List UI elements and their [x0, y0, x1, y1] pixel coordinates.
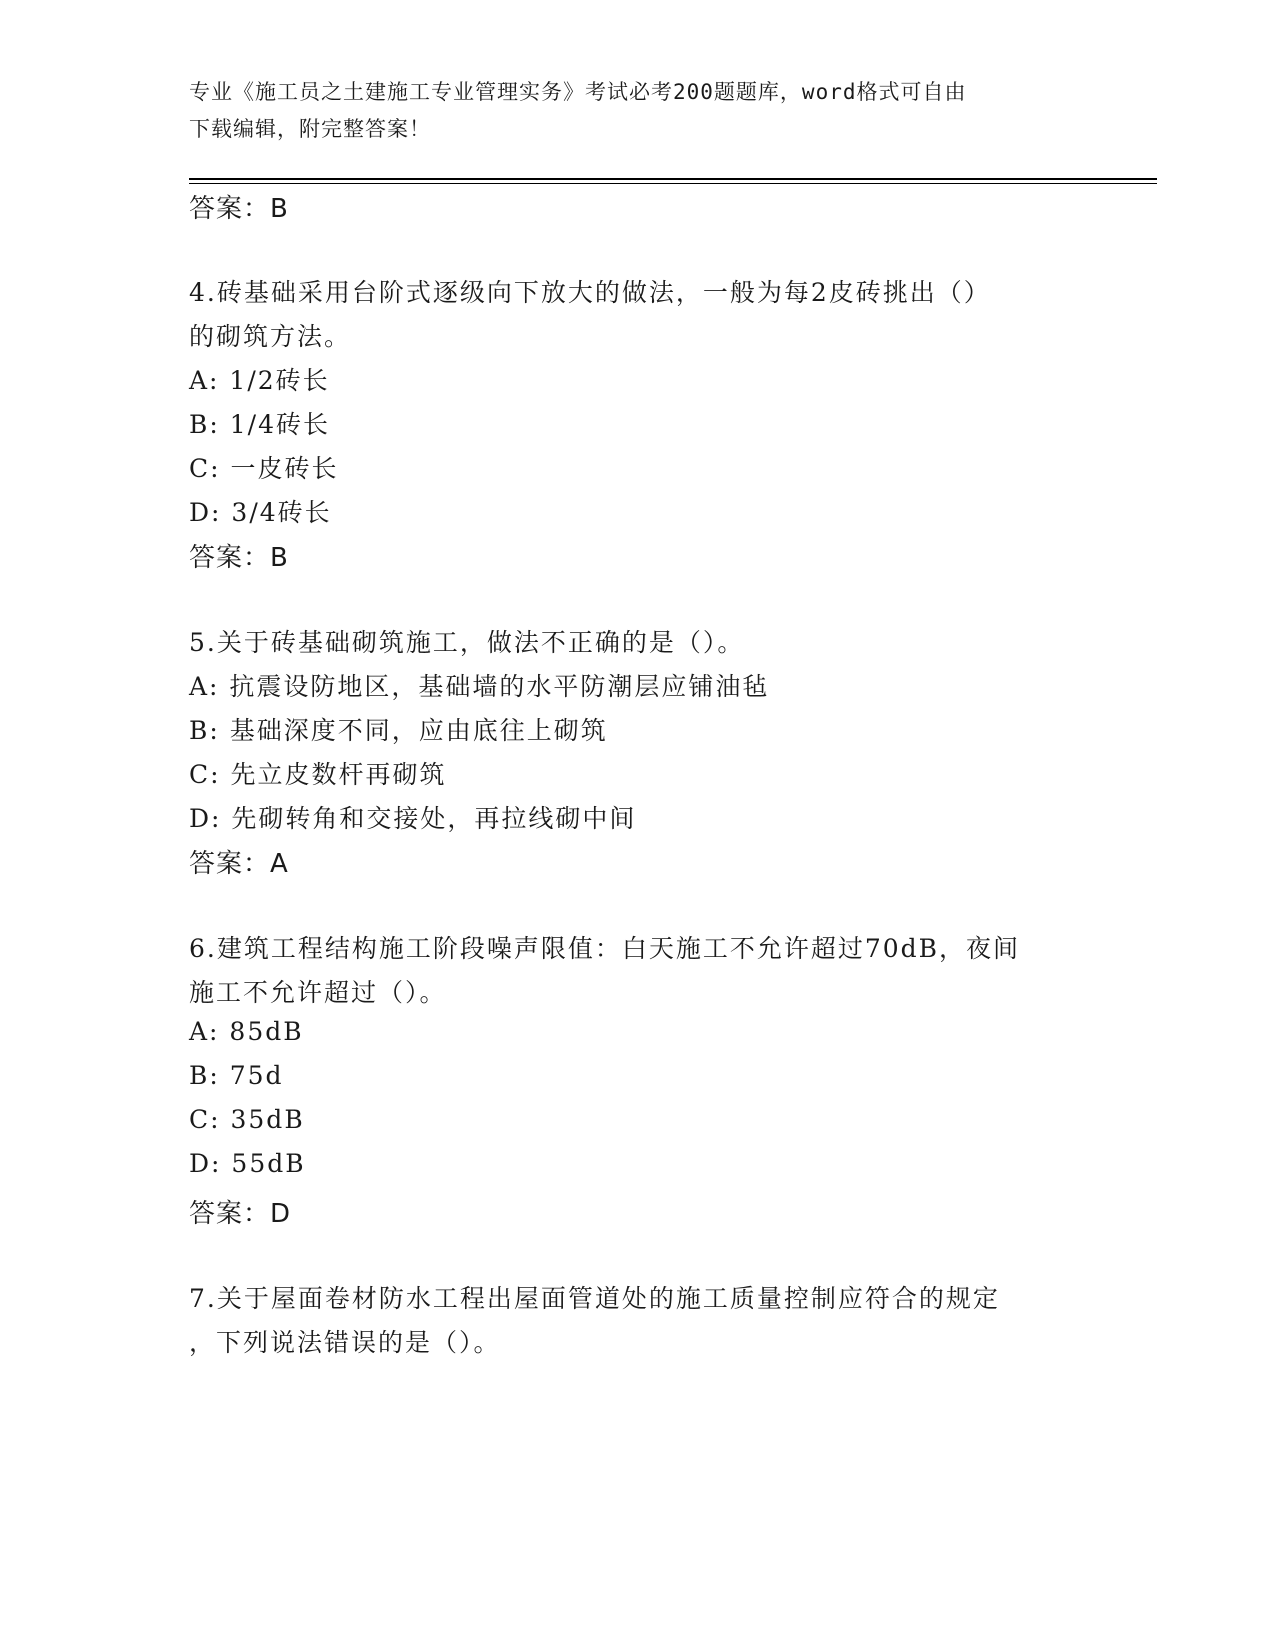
question-5-option-d: D: 先砌转角和交接处，再拉线砌中间	[189, 804, 637, 833]
question-5-option-c: C: 先立皮数杆再砌筑	[189, 760, 447, 789]
question-5-stem-line1: 5.关于砖基础砌筑施工，做法不正确的是（）。	[189, 628, 745, 657]
question-5-answer: 答案：A	[189, 849, 289, 879]
question-4-option-b: B: 1/4砖长	[189, 410, 330, 439]
question-4-option-c: C: 一皮砖长	[189, 454, 339, 483]
header-divider-thin	[189, 183, 1157, 184]
question-4-answer: 答案：B	[189, 543, 289, 573]
question-6-option-b: B: 75d	[189, 1061, 284, 1090]
header-title-line2: 下载编辑，附完整答案！	[189, 117, 431, 141]
question-4-stem-line1: 4.砖基础采用台阶式逐级向下放大的做法，一般为每2皮砖挑出（）	[189, 278, 991, 307]
question-6-stem-line2: 施工不允许超过（）。	[189, 978, 447, 1007]
question-4-option-d: D: 3/4砖长	[189, 498, 332, 527]
answer-q3: 答案：B	[189, 194, 289, 224]
header-divider-thick	[189, 178, 1157, 180]
document-header	[189, 74, 1069, 148]
question-6-option-a: A: 85dB	[189, 1017, 304, 1046]
question-6-option-c: C: 35dB	[189, 1105, 305, 1134]
question-6-stem-line1: 6.建筑工程结构施工阶段噪声限值：白天施工不允许超过70dB，夜间	[189, 934, 1021, 963]
question-4-stem-line2: 的砌筑方法。	[189, 322, 352, 351]
question-5-option-b: B: 基础深度不同，应由底往上砌筑	[189, 716, 608, 745]
header-title-line1: 专业《施工员之土建施工专业管理实务》考试必考200题题库，word格式可自由	[189, 80, 967, 104]
question-5-option-a: A: 抗震设防地区，基础墙的水平防潮层应铺油毡	[189, 672, 770, 701]
question-6-option-d: D: 55dB	[189, 1149, 306, 1178]
question-7-stem-line1: 7.关于屋面卷材防水工程出屋面管道处的施工质量控制应符合的规定	[189, 1284, 1000, 1313]
question-6-answer: 答案：D	[189, 1199, 292, 1229]
question-7-stem-line2: ，下列说法错误的是（）。	[189, 1328, 501, 1357]
question-4-option-a: A: 1/2砖长	[189, 366, 330, 395]
